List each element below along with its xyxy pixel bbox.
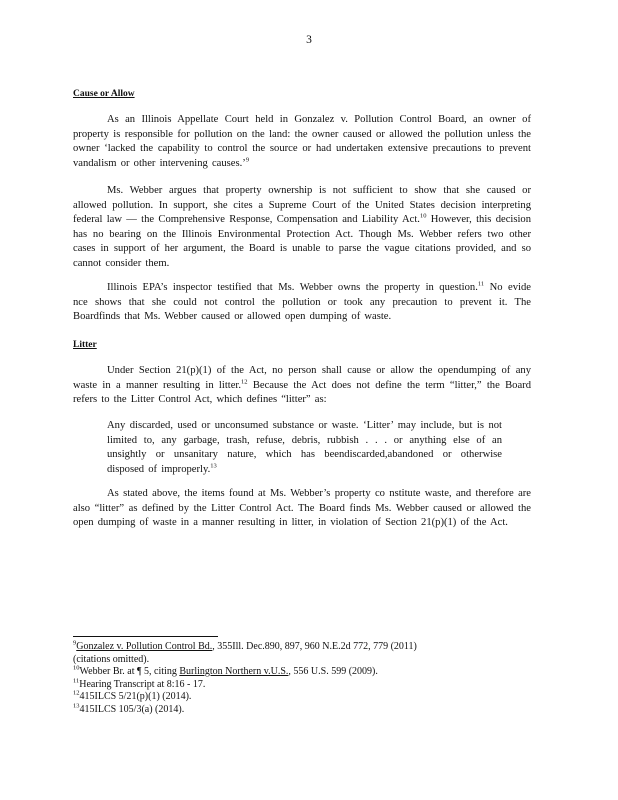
footnote-ref: 12 (241, 378, 248, 386)
block-quote-litter-definition (107, 419, 502, 477)
footnote-12 (73, 691, 513, 704)
footnotes (73, 641, 513, 716)
paragraph-gonzalez (73, 113, 531, 171)
footnote-ref: 9 (245, 156, 250, 164)
footnote-9-continuation: (citations omitted). (73, 653, 150, 665)
case-citation: Gonzalez v. Pollution Control Bd. (76, 641, 213, 652)
footnote-ref: 13 (210, 462, 217, 470)
paragraph-section-21 (73, 364, 531, 408)
paragraph-inspector-testimony (73, 281, 531, 325)
paragraph-text: As an Illinois Appellate Court held in Gonzalez v. Pollution Control Board, an owner of property is responsible for pollution on the land: the owner caused or allowed the pollution unless the owner ‘lacked the capability to control the source or had undertaken extensive precautions to prevent vandalism or other intervening causes.’ (73, 114, 531, 169)
footnote-number: 13 (73, 702, 80, 710)
footnote-11 (73, 679, 513, 692)
paragraph-text: As stated above, the items found at Ms. Webber’s property co nstitute waste, and therefore are also “litter” as defined by the Litter Control Act. The Board finds Ms. Webber caused or allowed the open dumping of waste in a manner resulting in litter, in violation of Section 21(p)(1) of the Act. (73, 488, 531, 529)
footnote-number: 10 (73, 664, 80, 672)
footnote-ref: 11 (477, 280, 485, 288)
footnote-number: 9 (73, 639, 77, 647)
section-heading-cause-or-allow: Cause or Allow (73, 89, 135, 99)
footnote-text: 415ILCS 105/3(a) (2014). (79, 703, 185, 715)
page-number: 3 (306, 34, 312, 46)
paragraph-text: Ms. Webber argues that property ownership is not sufficient to show that she caused or allowed pollution. In support, she cites a Supreme Court of the United States decision interpreting federal law — the Comprehensive Response, Compensation and Liability Act. (73, 185, 531, 226)
case-citation: Burlington Northern v.U.S. (179, 666, 289, 677)
paragraph-text: Because the Act does not define the term “litter,” the Board refers to the Litter Control Act, which defines “litter” as: (73, 379, 531, 406)
footnote-number: 12 (73, 689, 80, 697)
section-heading-litter: Litter (73, 340, 97, 350)
footnote-text: 415ILCS 5/21(p)(1) (2014). (79, 691, 192, 702)
footnote-13 (73, 704, 513, 717)
footnote-text: Hearing Transcript at 8:16 - 17. (79, 678, 206, 690)
paragraph-text: Illinois EPA’s inspector testified that Ms. Webber owns the property in question. (107, 282, 478, 293)
paragraph-text: Under Section 21(p)(1) of the Act, no person shall cause or allow the opendumping of any waste in a manner resulting in litter. (73, 365, 531, 391)
footnote-text: , 355Ill. Dec.890, 897, 960 N.E.2d 772, 779 (2011) (212, 641, 417, 652)
footnote-separator (73, 636, 218, 637)
paragraph-text: However, this decision has no bearing on the Illinois Environmental Protection Act. Though Ms. Webber refers two other cases in support of her argument, the Board is unable to parse the vague citations provided, and so cannot consider them. (73, 214, 532, 269)
paragraph-webber-argument (73, 184, 531, 272)
footnote-number: 11 (73, 677, 80, 685)
footnote-ref: 10 (419, 212, 427, 220)
footnote-9 (73, 641, 513, 654)
footnote-text: , 556 U.S. 599 (2009). (288, 666, 378, 677)
footnote-10 (73, 666, 513, 679)
paragraph-conclusion (73, 487, 531, 531)
quote-text: Any discarded, used or unconsumed substance or waste. ‘Litter’ may include, but is not limited to, any garbage, trash, refuse, debris, rubbish . . . or anything else of an unsightly or unsanitary nature, which has beendiscarded,abandoned or otherwise disposed of improperly. (107, 420, 502, 475)
paragraph-text: No evide nce shows that she could not control the pollution or took any precaution to prevent it. The Boardfinds that Ms. Webber caused or allowed open dumping of waste. (73, 282, 531, 323)
footnote-text: Webber Br. at ¶ 5, citing (79, 666, 180, 677)
